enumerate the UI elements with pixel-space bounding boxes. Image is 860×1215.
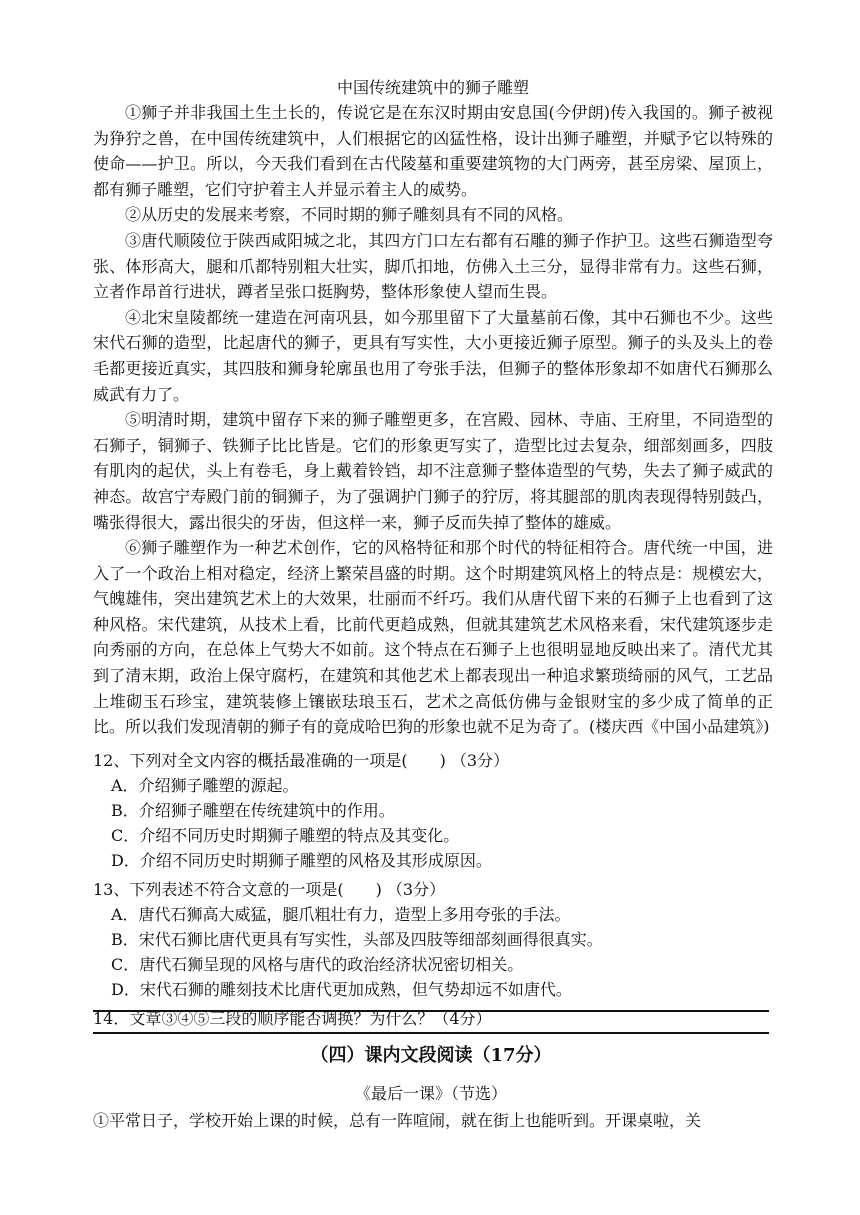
question-13 [93,877,773,1002]
section-heading: （四）课内文段阅读（17分） [310,1045,552,1066]
option-b: B．宋代石狮比唐代更具有写实性，头部及四肢等细部刻画得很真实。 [111,929,603,949]
question-stem: 12、下列对全文内容的概括最准确的一项是( ) （3分） [93,750,510,770]
option-b: B．介绍狮子雕塑在传统建筑中的作用。 [111,800,395,820]
paragraph-5: ⑤明清时期，建筑中留存下来的狮子雕塑更多，在宫殿、园林、寺庙、王府里，不同造型的石狮子，铜狮子、铁狮子比比皆是。它们的形象更写实了，造型比过去复杂，细部刻画多，四肢有肌肉的起伏，头上有卷毛，身上戴着铃铛，却不注意狮子整体造型的气势，失去了狮子威武的神态。故宫宁寿殿门前的铜狮子，为了强调护门狮子的狞厉，将其腿部的肌肉表现得特别鼓凸，嘴张得很大，露出很尖的牙齿，但这样一来，狮子反而失掉了整体的雄威。 [93,410,773,532]
option-a: A．介绍狮子雕塑的源起。 [111,775,299,795]
paragraph-3: ③唐代顺陵位于陕西咸阳城之北，其四方门口左右都有石雕的狮子作护卫。这些石狮造型夸张、体形高大，腿和爪都特别粗大壮实，脚爪扣地，仿佛入土三分，显得非常有力。这些石狮，立者作昂首行进状，蹲者呈张口挺胸势，整体形象使人望而生畏。 [93,230,773,302]
paragraph-2: ②从历史的发展来考察，不同时期的狮子雕刻具有不同的风格。 [125,205,574,225]
question-stem: 13、下列表述不符合文意的一项是( ) （3分） [93,879,446,899]
answer-line [93,1010,769,1012]
section-subtitle: 《最后一课》（节选） [354,1084,507,1103]
article-container [93,76,773,1031]
option-a: A．唐代石狮高大威猛，腿爪粗壮有力，造型上多用夸张的手法。 [111,904,571,924]
question-12 [93,748,773,873]
section-first-paragraph: ①平常日子，学校开始上课的时候，总有一阵喧闹，就在街上也能听到。开课桌啦，关 [93,1111,702,1130]
paragraph-6: ⑥狮子雕塑作为一种艺术创作，它的风格特征和那个时代的特征相符合。唐代统一中国，进入了一个政治上相对稳定，经济上繁荣昌盛的时期。这个时期建筑风格上的特点是：规模宏大，气魄雄伟，突出建筑艺术上的大效果，壮丽而不纤巧。我们从唐代留下来的石狮子上也看到了这种风格。宋代建筑，从技术上看，比前代更趋成熟，但就其建筑艺术风格来看，宋代建筑逐步走向秀丽的方向，在总体上气势大不如前。这个特点在石狮子上也很明显地反映出来了。清代尤其到了清末期，政治上保守腐朽，在建筑和其他艺术上都表现出一种追求繁琐绮丽的风气，工艺品上堆砌玉石珍宝，建筑装修上镶嵌珐琅玉石，艺术之高低仿佛与金银财宝的多少成了简单的正比。所以我们发现清朝的狮子有的竟成哈巴狗的形象也就不足为奇了。(楼庆西《中国小品建筑》) [93,538,773,737]
question-stem: 14．文章③④⑤三段的顺序能否调换？为什么？（4分） [93,1008,492,1028]
option-d: D．介绍不同历史时期狮子雕塑的风格及其形成原因。 [111,850,492,870]
option-d: D．宋代石狮的雕刻技术比唐代更加成熟，但气势却远不如唐代。 [111,979,572,999]
answer-line [93,1032,769,1034]
article-title: 中国传统建筑中的狮子雕塑 [336,78,529,97]
paragraph-1: ①狮子并非我国土生土长的，传说它是在东汉时期由安息国(今伊朗)传入我国的。狮子被视为狰狞之兽，在中国传统建筑中，人们根据它的凶猛性格，设计出狮子雕塑，并赋予它以特殊的使命——护卫。所以，今天我们看到在古代陵墓和重要建筑物的大门两旁，甚至房梁、屋顶上，都有狮子雕塑，它们守护着主人并显示着主人的威势。 [93,103,773,199]
paragraph-4: ④北宋皇陵都统一建造在河南巩县，如今那里留下了大量墓前石像，其中石狮也不少。这些宋代石狮的造型，比起唐代的狮子，更具有写实性，大小更接近狮子原型。狮子的头及头上的卷毛都更接近真实，其四肢和狮身轮廓虽也用了夸张手法，但狮子的整体形象却不如唐代石狮那么威武有力了。 [93,307,773,404]
option-c: C．唐代石狮呈现的风格与唐代的政治经济状况密切相关。 [111,954,524,974]
option-c: C．介绍不同历史时期狮子雕塑的特点及其变化。 [111,825,460,845]
